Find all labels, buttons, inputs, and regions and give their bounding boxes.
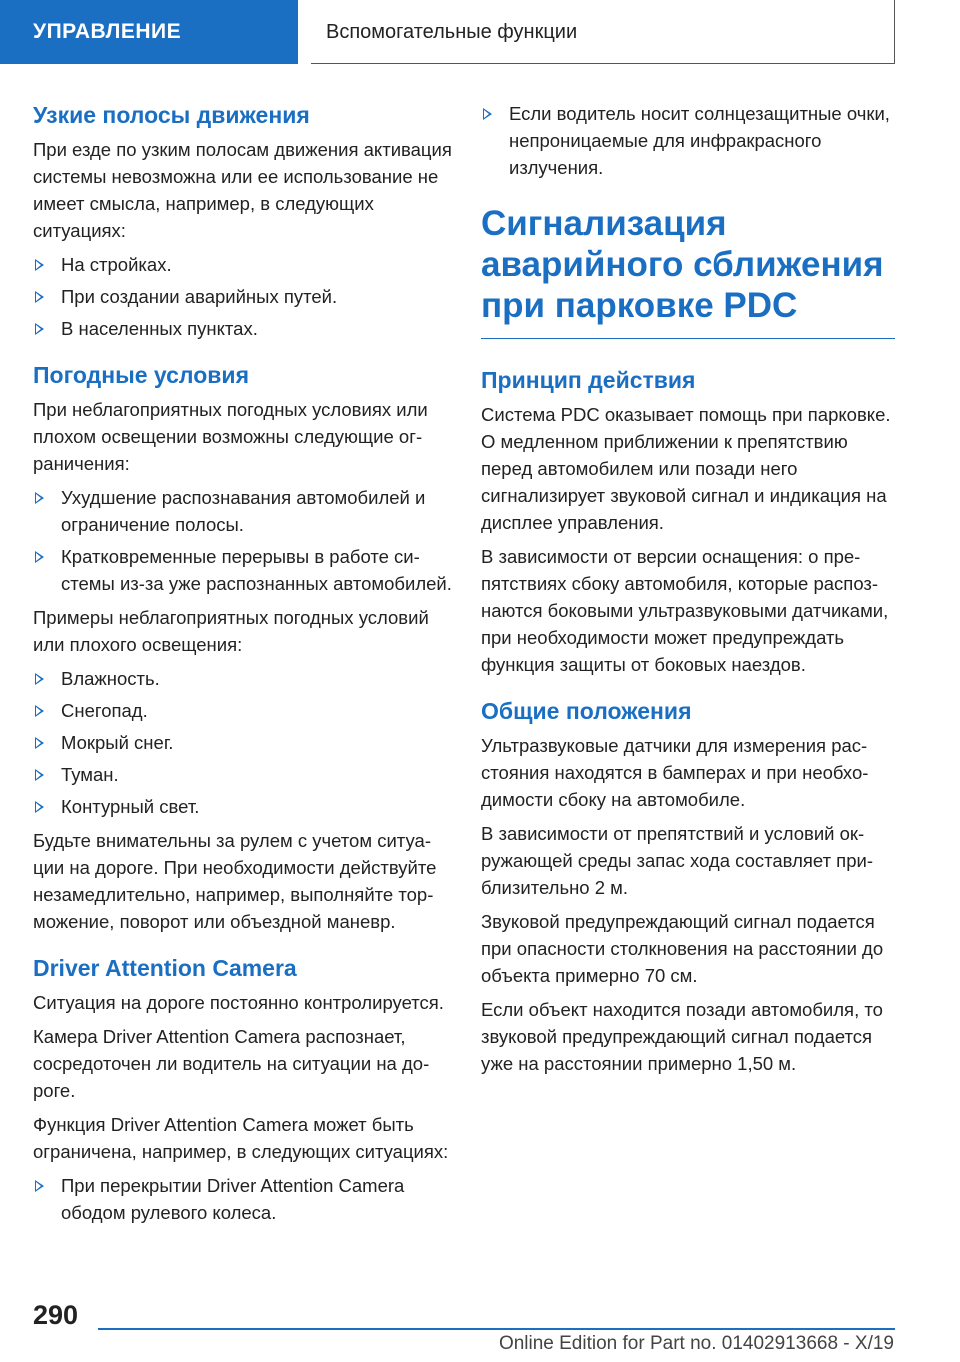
list-item: Мокрый снег. <box>33 729 453 756</box>
edition-link[interactable]: Online Edition for Part no. 01402913668 - X/19 <box>498 1333 894 1354</box>
list-item: Туман. <box>33 761 453 788</box>
paragraph: Примеры неблагоприятных погодных условий или плохого освещения: <box>33 607 429 655</box>
list-item: В населенных пунктах. <box>33 315 453 342</box>
heading-general: Общие положения <box>481 698 692 724</box>
paragraph: Звуковой предупреждающий сигнал подается при опасности столкновения на расстоянии до объекта примерно 70 см. <box>481 911 884 986</box>
bullet-list <box>33 665 453 820</box>
footer-divider <box>98 1328 895 1330</box>
list-item: Если водитель носит солнцезащитные очки, непроницаемые для инфракрасного излучения. <box>481 100 895 181</box>
chapter-title: Вспомогательные функции <box>311 0 895 64</box>
triangle-bullet-icon <box>35 259 44 271</box>
triangle-bullet-icon <box>35 769 44 781</box>
triangle-bullet-icon <box>35 492 44 504</box>
paragraph: Функция Driver Attention Camera может быть ограничена, например, в следующих ситуациях: <box>33 1114 449 1162</box>
page-number: 290 <box>33 1300 79 1330</box>
list-item: При создании аварийных путей. <box>33 283 453 310</box>
page-header <box>0 0 960 66</box>
paragraph: При езде по узким полосам движения активация системы невозможна или ее использование не имеет смысла, например, в следующих ситуациях: <box>33 139 452 241</box>
paragraph: Камера Driver Attention Camera распознает, сосредоточен ли водитель на ситуации на дороге. <box>33 1026 430 1101</box>
triangle-bullet-icon <box>35 801 44 813</box>
heading-weather: Погодные условия <box>33 362 249 388</box>
bullet-list <box>33 1172 453 1226</box>
heading-principle: Принцип действия <box>481 367 696 393</box>
bullet-list <box>33 484 453 597</box>
paragraph: При неблагоприятных погодных условиях или плохом освещении возможны следующие ограничения: <box>33 399 428 474</box>
list-item: Контурный свет. <box>33 793 453 820</box>
bullet-list <box>481 100 895 181</box>
triangle-bullet-icon <box>35 291 44 303</box>
triangle-bullet-icon <box>35 323 44 335</box>
paragraph: В зависимости от препятствий и условий окружающей среды запас хода составляет приблизительно 2 м. <box>481 823 873 898</box>
list-item: При перекрытии Driver Attention Camera ободом рулевого колеса. <box>33 1172 453 1226</box>
paragraph: Будьте внимательны за рулем с учетом ситуации на дороге. При необходимости действуйте незамедлительно, например, выполняйте торможение, поворот или объездной маневр. <box>33 830 437 932</box>
list-item: На стройках. <box>33 251 453 278</box>
left-column <box>33 100 453 1233</box>
triangle-bullet-icon <box>483 108 492 120</box>
right-column <box>481 100 895 1084</box>
section-tab[interactable]: УПРАВЛЕНИЕ <box>0 0 298 64</box>
bullet-list <box>33 251 453 342</box>
list-item: Ухудшение распознавания автомобилей и ограничение полосы. <box>33 484 453 538</box>
paragraph: В зависимости от версии оснащения: о препятствиях сбоку автомобиля, которые распознаются боковыми ультразвуковыми датчиками, при необходимости может предупреждать функция защиты от боковых наездов. <box>481 546 889 675</box>
triangle-bullet-icon <box>35 551 44 563</box>
chapter-heading-pdc: Сигнализация аварийного сближения при парковке PDC <box>481 203 895 339</box>
paragraph: Если объект находится позади автомобиля, то звуковой предупреждающий сигнал подается уже на расстоянии примерно 1,50 м. <box>481 999 883 1074</box>
triangle-bullet-icon <box>35 737 44 749</box>
heading-driver-attention-camera: Driver Attention Camera <box>33 955 297 981</box>
paragraph: Ультразвуковые датчики для измерения расстояния находятся в бамперах и при необходимости сбоку на автомобиле. <box>481 735 869 810</box>
triangle-bullet-icon <box>35 705 44 717</box>
heading-narrow-lanes: Узкие полосы движения <box>33 102 310 128</box>
paragraph: Система PDC оказывает помощь при парковке. О медленном приближении к препятствию перед автомобилем или позади него сигнализирует звуковой сигнал и индикация на дисплее управления. <box>481 404 891 533</box>
paragraph: Ситуация на дороге постоянно контролируется. <box>33 992 444 1013</box>
list-item: Снегопад. <box>33 697 453 724</box>
list-item: Влажность. <box>33 665 453 692</box>
triangle-bullet-icon <box>35 673 44 685</box>
list-item: Кратковременные перерывы в работе системы из-за уже распознанных автомобилей. <box>33 543 453 597</box>
triangle-bullet-icon <box>35 1180 44 1192</box>
